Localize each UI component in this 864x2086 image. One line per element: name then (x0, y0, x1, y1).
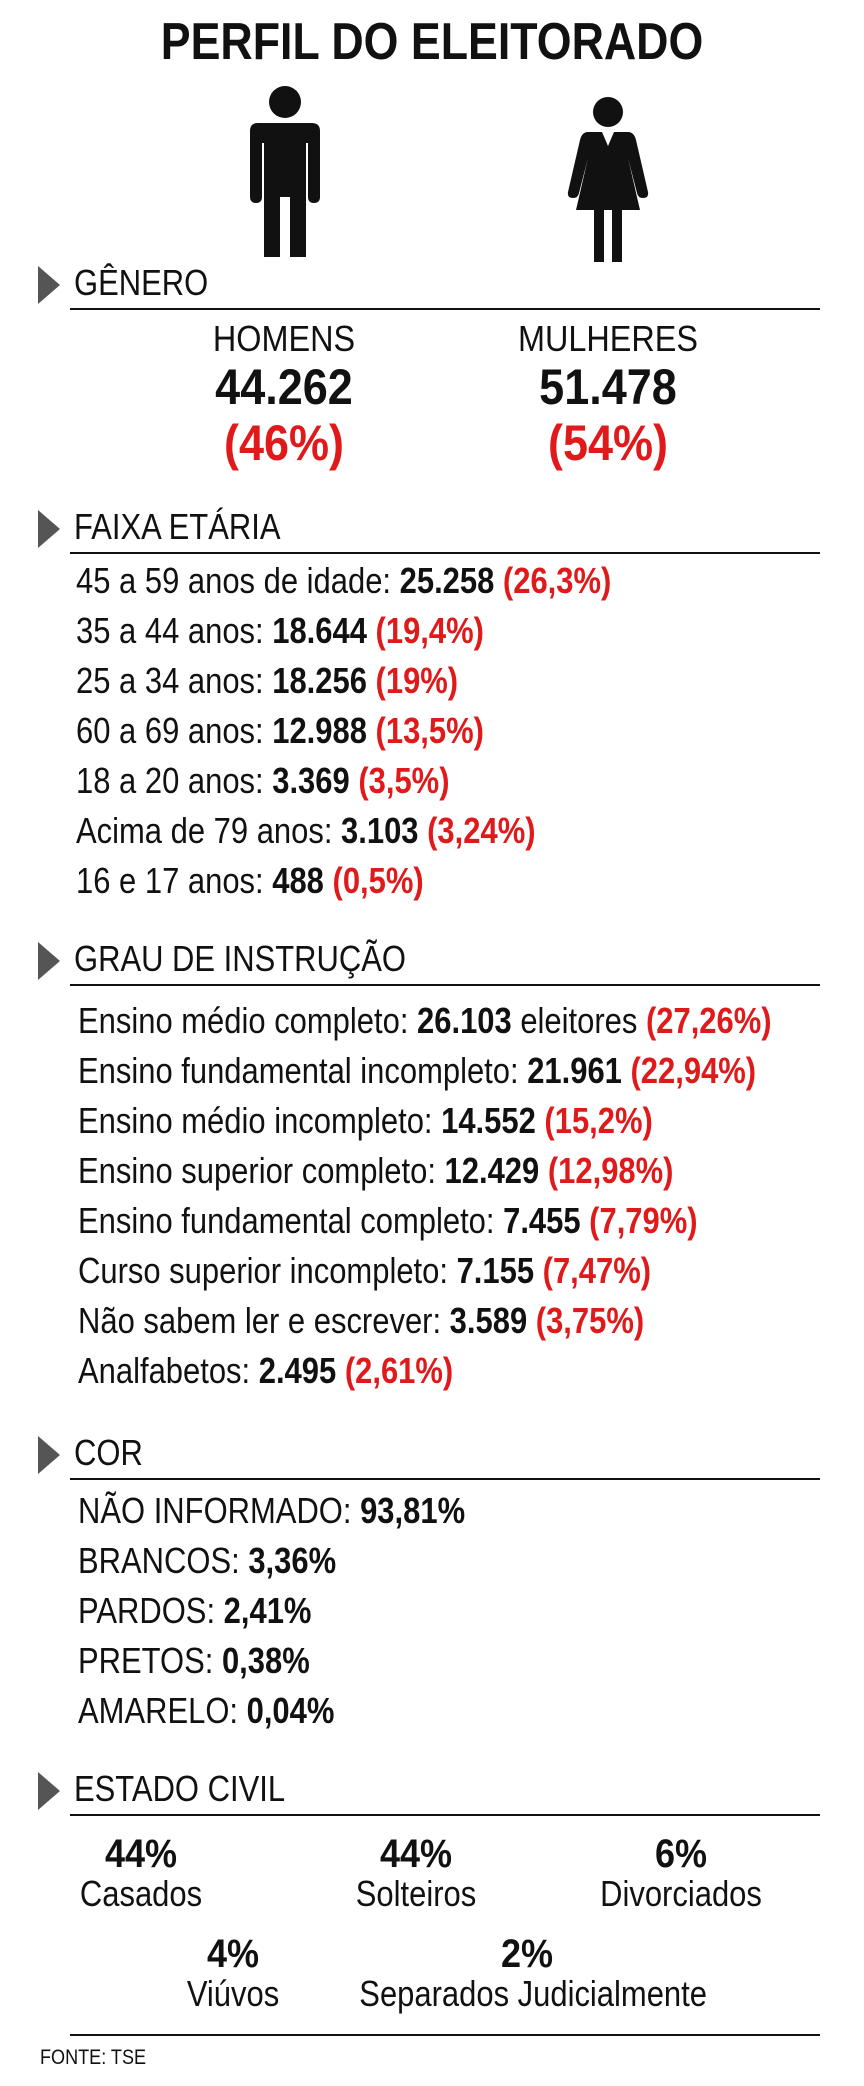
row-percent: (15,2%) (535, 1100, 653, 1141)
row-label: Analfabetos: (78, 1350, 259, 1391)
divider (70, 1478, 820, 1480)
row-percent: (7,79%) (580, 1200, 698, 1241)
list-item (78, 1490, 465, 1540)
row-label: Ensino fundamental completo: (78, 1200, 504, 1241)
women-percent: (54%) (547, 415, 669, 471)
list-item (78, 1100, 772, 1150)
list-item (76, 860, 611, 910)
gender-men (154, 318, 414, 472)
list-item (76, 560, 611, 610)
civil-percent: 2% (500, 1932, 554, 1976)
list-item (78, 1640, 465, 1690)
list-item (78, 1350, 772, 1400)
arrow-right-icon (38, 266, 60, 304)
row-label: Não sabem ler e escrever: (78, 1300, 450, 1341)
divider (70, 1814, 820, 1816)
row-value: 3,36% (248, 1540, 337, 1581)
page-title: PERFIL DO ELEITORADO (160, 13, 704, 71)
row-label: AMARELO: (78, 1690, 247, 1731)
row-label: 16 e 17 anos: (76, 860, 273, 901)
row-value: 14.552 (441, 1100, 536, 1141)
row-value: 7.155 (456, 1250, 535, 1291)
list-item (76, 660, 611, 710)
list-item (78, 1200, 772, 1250)
row-value: 12.988 (272, 710, 367, 751)
section-label: GRAU DE INSTRUÇÃO (74, 938, 407, 979)
list-item (78, 1050, 772, 1100)
arrow-right-icon (38, 1772, 60, 1810)
civil-label: Casados (79, 1873, 203, 1914)
list-item (76, 810, 611, 860)
row-label: Ensino médio completo: (78, 1000, 418, 1041)
row-value: 3.103 (341, 810, 419, 851)
civil-percent: 44% (104, 1832, 178, 1876)
list-item (76, 760, 611, 810)
row-suffix: eleitores (511, 1000, 638, 1041)
civil-solteiros (336, 1834, 496, 1914)
divider (70, 308, 820, 310)
divider (70, 552, 820, 554)
row-label: Ensino médio incompleto: (78, 1100, 442, 1141)
gender-women (478, 318, 738, 472)
row-label: PRETOS: (78, 1640, 222, 1681)
civil-divorciados (586, 1834, 776, 1914)
row-label: Curso superior incompleto: (78, 1250, 457, 1291)
source-note: FONTE: TSE (40, 2046, 147, 2069)
list-item (78, 1300, 772, 1350)
row-value: 0,04% (246, 1690, 335, 1731)
row-label: 45 a 59 anos de idade: (76, 560, 400, 601)
list-item (78, 1150, 772, 1200)
list-item (78, 1540, 465, 1590)
row-label: 18 a 20 anos: (76, 760, 273, 801)
men-percent: (46%) (223, 415, 345, 471)
women-count: 51.478 (539, 359, 677, 415)
civil-percent: 44% (379, 1832, 453, 1876)
education-list (78, 1000, 864, 1400)
row-value: 2,41% (223, 1590, 312, 1631)
civil-label: Viúvos (186, 1973, 280, 2014)
row-value: 3.369 (272, 760, 350, 801)
section-label: FAIXA ETÁRIA (74, 506, 281, 547)
row-percent: (26,3%) (494, 560, 612, 601)
list-item (78, 1250, 772, 1300)
row-percent: (3,5%) (349, 760, 450, 801)
list-item (78, 1000, 772, 1050)
row-value: 7.455 (503, 1200, 581, 1241)
row-label: Ensino superior completo: (78, 1150, 445, 1191)
row-value: 12.429 (444, 1150, 540, 1191)
row-label: Acima de 79 anos: (76, 810, 342, 851)
civil-casados (66, 1834, 216, 1914)
row-value: 3.589 (449, 1300, 528, 1341)
row-percent: (19%) (366, 660, 459, 701)
row-value: 21.961 (527, 1050, 622, 1091)
men-count: 44.262 (215, 359, 353, 415)
row-percent: (2,61%) (336, 1350, 454, 1391)
divider (70, 2034, 820, 2036)
women-label: MULHERES (517, 318, 699, 359)
arrow-right-icon (38, 942, 60, 980)
list-item (76, 610, 611, 660)
row-label: PARDOS: (78, 1590, 224, 1631)
row-label: 60 a 69 anos: (76, 710, 273, 751)
civil-label: Solteiros (355, 1873, 477, 1914)
row-percent: (0,5%) (323, 860, 424, 901)
section-label: GÊNERO (74, 262, 209, 303)
row-percent: (3,75%) (527, 1300, 645, 1341)
section-label: ESTADO CIVIL (74, 1768, 286, 1809)
row-label: Ensino fundamental incompleto: (78, 1050, 528, 1091)
row-value: 25.258 (399, 560, 495, 601)
race-list (78, 1490, 528, 1740)
row-value: 2.495 (258, 1350, 337, 1391)
woman-icon (566, 96, 650, 264)
row-percent: (12,98%) (539, 1150, 674, 1191)
divider (70, 984, 820, 986)
row-percent: (22,94%) (621, 1050, 757, 1091)
row-value: 488 (272, 860, 324, 901)
row-percent: (3,24%) (418, 810, 536, 851)
civil-percent: 6% (654, 1832, 708, 1876)
civil-percent: 4% (206, 1932, 260, 1976)
row-label: BRANCOS: (78, 1540, 249, 1581)
section-label: COR (74, 1432, 143, 1473)
civil-label: Separados Judicialmente (359, 1973, 707, 2014)
age-list (76, 560, 698, 910)
civil-label: Divorciados (600, 1873, 762, 1914)
list-item (76, 710, 611, 760)
row-label: NÃO INFORMADO: (78, 1490, 361, 1531)
row-value: 26.103 (417, 1000, 512, 1041)
arrow-right-icon (38, 510, 60, 548)
list-item (78, 1690, 465, 1740)
row-value: 93,81% (360, 1490, 466, 1531)
list-item (78, 1590, 465, 1640)
man-icon (248, 85, 322, 259)
row-label: 25 a 34 anos: (76, 660, 273, 701)
arrow-right-icon (38, 1436, 60, 1474)
row-value: 0,38% (221, 1640, 310, 1681)
row-percent: (27,26%) (637, 1000, 772, 1041)
row-percent: (19,4%) (366, 610, 484, 651)
civil-viuvos (168, 1934, 298, 2014)
row-percent: (13,5%) (366, 710, 484, 751)
row-label: 35 a 44 anos: (76, 610, 273, 651)
row-percent: (7,47%) (534, 1250, 652, 1291)
men-label: HOMENS (212, 318, 356, 359)
row-value: 18.256 (272, 660, 367, 701)
civil-separados (332, 1934, 722, 2014)
row-value: 18.644 (272, 610, 367, 651)
